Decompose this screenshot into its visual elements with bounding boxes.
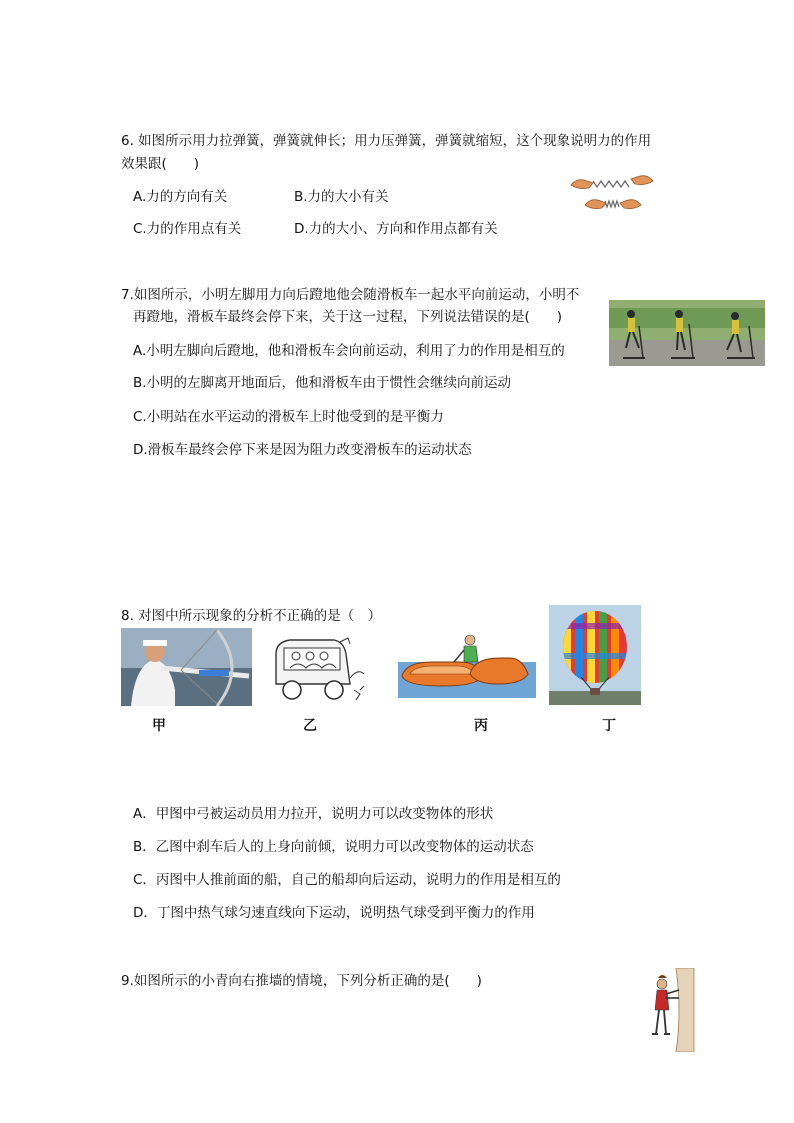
q8-option-a: A．甲图中弓被运动员用力拉开，说明力可以改变物体的形状 bbox=[133, 806, 494, 822]
q6-option-b: B.力的大小有关 bbox=[294, 189, 389, 205]
push-wall-image bbox=[646, 968, 696, 1052]
boat-image bbox=[398, 628, 536, 698]
label-yi: 乙 bbox=[303, 718, 317, 734]
scooter-boy-image bbox=[609, 300, 765, 366]
hot-air-balloon-image bbox=[549, 605, 641, 705]
q8-option-b: B．乙图中刹车后人的上身向前倾，说明力可以改变物体的运动状态 bbox=[133, 839, 534, 855]
q7-option-b: B.小明的左脚离开地面后，他和滑板车由于惯性会继续向前运动 bbox=[133, 375, 512, 391]
q8-option-d: D．丁图中热气球匀速直线向下运动，说明热气球受到平衡力的作用 bbox=[133, 905, 535, 921]
q7-option-d: D.滑板车最终会停下来是因为阻力改变滑板车的运动状态 bbox=[133, 442, 472, 458]
label-ding: 丁 bbox=[602, 718, 616, 734]
q8-option-c: C．丙图中人推前面的船，自己的船却向后运动，说明力的作用是相互的 bbox=[133, 872, 561, 888]
q6-stem-line1: 6. 如图所示用力拉弹簧，弹簧就伸长；用力压弹簧，弹簧就缩短，这个现象说明力的作用 bbox=[121, 133, 652, 149]
q6-option-a: A.力的方向有关 bbox=[133, 189, 228, 205]
q9-stem: 9.如图所示的小青向右推墙的情境，下列分析正确的是( ) bbox=[121, 973, 482, 989]
q6-stem-line2: 效果跟( ) bbox=[121, 156, 200, 172]
q6-option-c: C.力的作用点有关 bbox=[133, 221, 242, 237]
q7-option-c: C.小明站在水平运动的滑板车上时他受到的是平衡力 bbox=[133, 409, 444, 425]
q7-stem-line1: 7.如图所示，小明左脚用力向后蹬地他会随滑板车一起水平向前运动，小明不 bbox=[121, 287, 580, 303]
q8-stem: 8. 对图中所示现象的分析不正确的是（ ） bbox=[121, 608, 382, 624]
q7-stem-line2: 再蹬地，滑板车最终会停下来，关于这一过程，下列说法错误的是( ) bbox=[133, 309, 563, 325]
q7-option-a: A.小明左脚向后蹬地，他和滑板车会向前运动，利用了力的作用是相互的 bbox=[133, 343, 565, 359]
car-cartoon-image bbox=[270, 634, 368, 706]
spring-hands-image bbox=[567, 167, 657, 217]
q6-option-d: D.力的大小、方向和作用点都有关 bbox=[294, 221, 498, 237]
archer-image bbox=[121, 628, 252, 706]
label-bing: 丙 bbox=[474, 718, 488, 734]
label-jia: 甲 bbox=[152, 718, 166, 734]
